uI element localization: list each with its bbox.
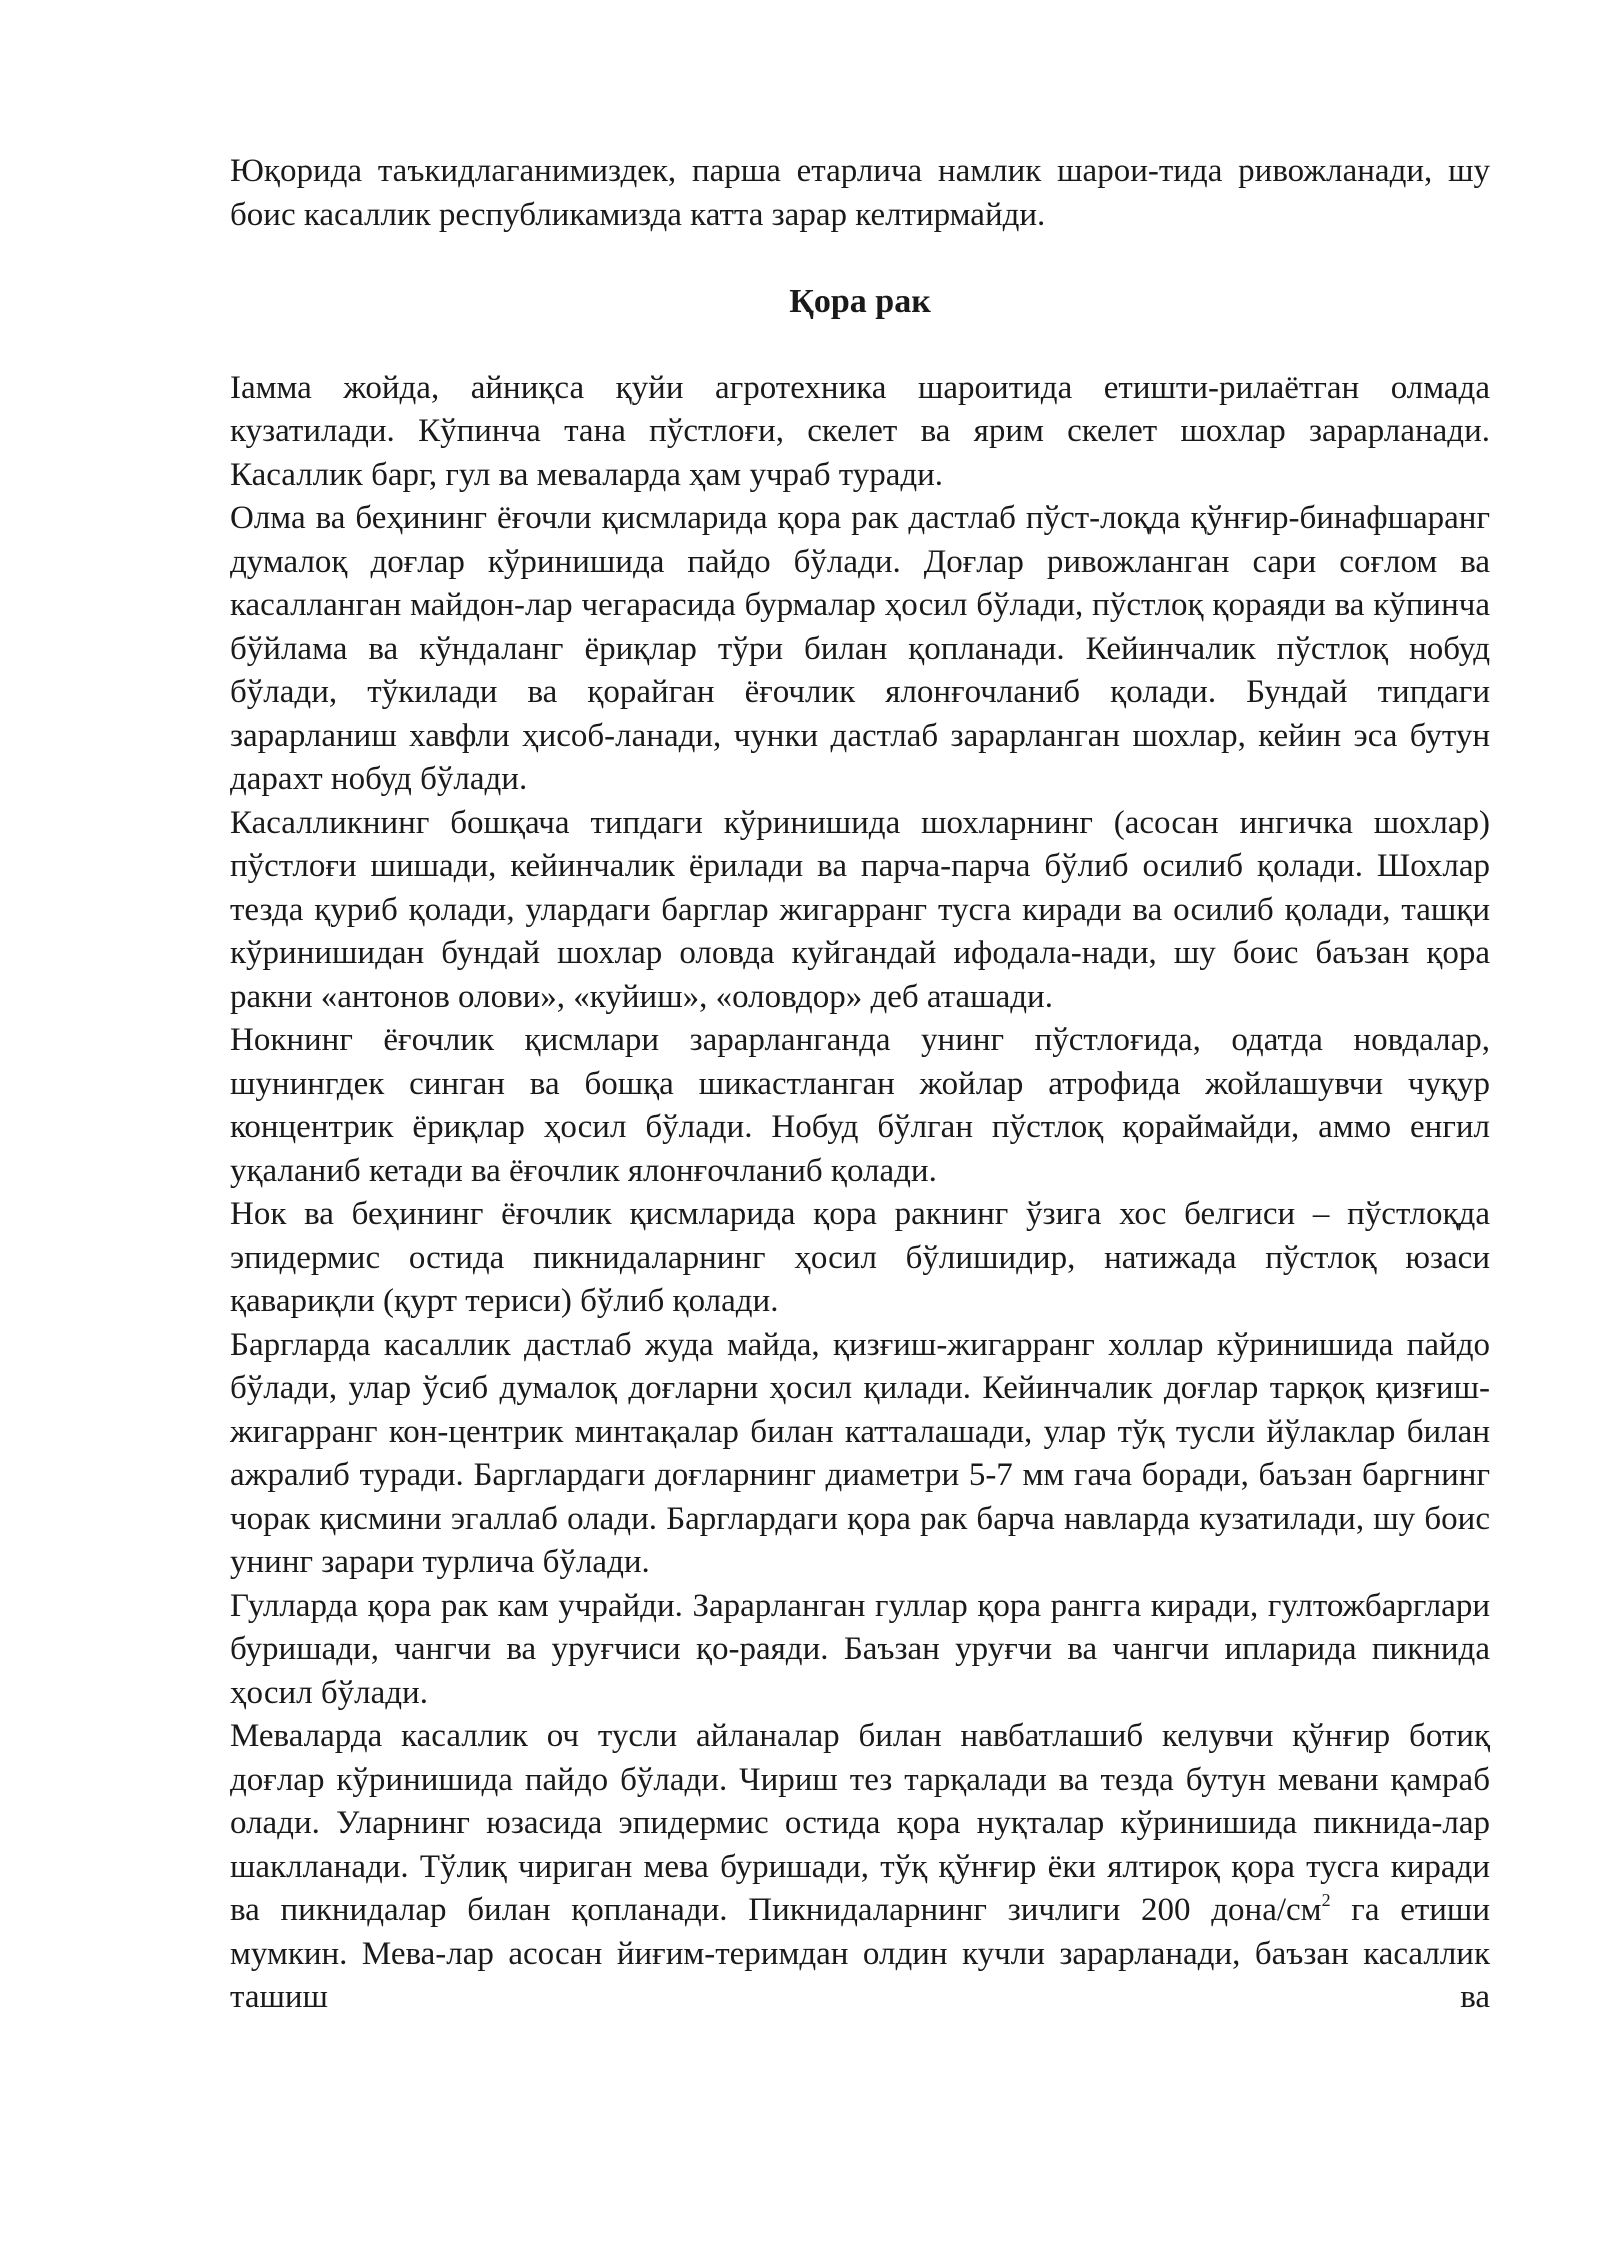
body-paragraph-4: Нокнинг ёғочлик қисмлари зарарланганда унинг пўстлоғида, одатда новдалар, шунингдек синган ва бошқа шикастланган жойлар атрофида жойлашувчи чуқур концентрик ёриқлар ҳосил бўлади. Нобуд бўлган пўстлоқ қораймайди, аммо енгил уқаланиб кетади ва ёғочлик ялонғочланиб қолади.: [230, 1022, 1490, 1189]
paragraph-8-text-start: Меваларда касаллик оч тусли айланалар билан навбатлашиб келувчи қўнғир ботиқ доғлар кўринишида пайдо бўлади. Чириш тез тарқалади ва тезда бутун мевани қамраб олади. Уларнинг юзасида эпидермис остида қора нуқталар кўринишида пикнида-лар шаклланади. Тўлиқ чириган мева буришади, тўқ қўнғир ёки ялтироқ қора тусга киради ва пикнидалар билан қопланади. Пикнидаларнинг зичлиги 200 дона/см: [230, 1718, 1490, 1928]
body-paragraph-8: [230, 1715, 1490, 2020]
body-paragraph-7: Гулларда қора рак кам учрайди. Зарарланган гуллар қора рангга киради, гултожбарглари буришади, чангчи ва уруғчиси қо-раяди. Баъзан уруғчи ва чангчи ипларида пикнида ҳосил бўлади.: [230, 1587, 1490, 1711]
document-page: [230, 150, 1490, 2020]
intro-paragraph: Юқорида таъкидлаганимиздек, парша етарлича намлик шарои-тида ривожланади, шу боис касаллик республикамизда катта зарар келтирмайди.: [230, 153, 1490, 233]
paragraph-8-text-end: га етиши мумкин. Мева-лар асосан йиғим-теримдан олдин кучли зарарланади, баъзан касаллик ташиш ва: [230, 1892, 1490, 2015]
superscript-exponent: 2: [1321, 1890, 1331, 1910]
body-paragraph-6: Баргларда касаллик дастлаб жуда майда, қизғиш-жигарранг холлар кўринишида пайдо бўлади, улар ўсиб думалоқ доғларни ҳосил қилади. Кейинчалик доғлар тарқоқ қизғиш-жигарранг кон-центрик минтақалар билан катталашади, улар тўқ тусли йўлаклар билан ажралиб туради. Барглардаги доғларнинг диаметри 5-7 мм гача боради, баъзан баргнинг чорак қисмини эгаллаб олади. Барглардаги қора рак барча навларда кузатилади, шу боис унинг зарари турлича бўлади.: [230, 1326, 1490, 1580]
body-paragraph-2: Олма ва беҳининг ёғочли қисмларида қора рак дастлаб пўст-лоқда қўнғир-бинафшаранг думалоқ доғлар кўринишида пайдо бўлади. Доғлар ривожланган сари соғлом ва касалланган майдон-лар чегарасида бурмалар ҳосил бўлади, пўстлоқ қораяди ва кўпинча бўйлама ва кўндаланг ёриқлар тўри билан қопланади. Кейинчалик пўстлоқ нобуд бўлади, тўкилади ва қорайган ёғочлик ялонғочланиб қолади. Бундай типдаги зарарланиш хавфли ҳисоб-ланади, чунки дастлаб зарарланган шохлар, кейин эса бутун дарахт нобуд бўлади.: [230, 500, 1490, 797]
body-paragraph-1: Iамма жойда, айниқса қуйи агротехника шароитида етишти-рилаётган олмада кузатилади. Кўпинча тана пўстлоғи, скелет ва ярим скелет шохлар зарарланади. Касаллик барг, гул ва меваларда ҳам учраб туради.: [230, 369, 1490, 493]
body-paragraph-3: Касалликнинг бошқача типдаги кўринишида шохларнинг (асосан ингичка шохлар) пўстлоғи шишади, кейинчалик ёрилади ва парча-парча бўлиб осилиб қолади. Шохлар тезда қуриб қолади, улардаги барглар жигарранг тусга киради ва осилиб қолади, ташқи кўринишидан бундай шохлар оловда куйгандай ифодала-нади, шу боис баъзан қора ракни «антонов олови», «куйиш», «оловдор» деб аташади.: [230, 804, 1490, 1015]
section-heading: Қора рак: [789, 283, 931, 320]
body-paragraph-5: Нок ва беҳининг ёғочлик қисмларида қора ракнинг ўзига хос белгиси – пўстлоқда эпидермис остида пикнидаларнинг ҳосил бўлишидир, натижада пўстлоқ юзаси қавариқли (қурт териси) бўлиб қолади.: [230, 1196, 1490, 1319]
